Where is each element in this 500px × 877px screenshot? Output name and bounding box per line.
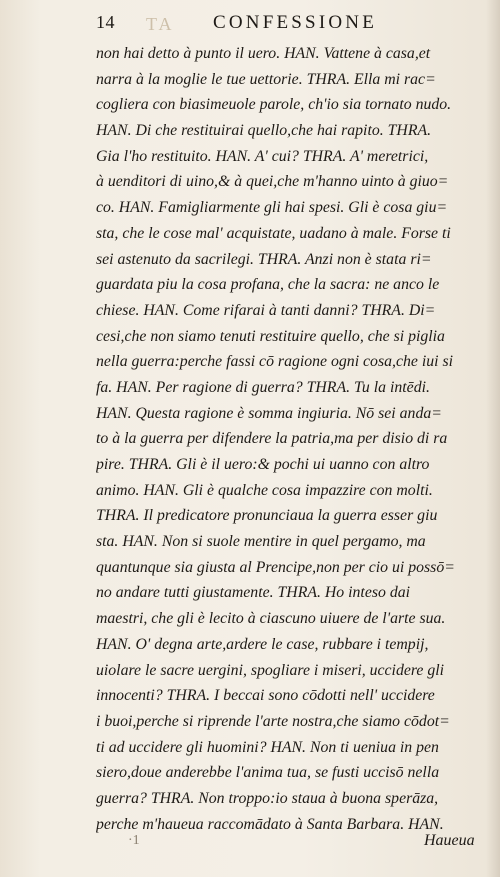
text-line: sta, che le cose mal' acquistate, uadano à male. Forse ti — [96, 224, 451, 242]
page-number: 14 — [96, 12, 115, 32]
text-line: cogliera con biasimeuole parole, ch'io sia tornato nudo. — [96, 96, 452, 114]
text-line: cesi,che non siamo tenuti restituire quello, che si piglia — [96, 327, 445, 345]
text-line: quantunque sia giusta al Prencipe,non per cio ui possō= — [96, 558, 455, 576]
text-line: guardata piu la cosa profana, che la sacra: ne anco le — [96, 276, 440, 294]
running-title: CONFESSIONE — [213, 12, 377, 33]
text-line: à uenditori di uino,& à quei,che m'hanno uinto à giuo= — [96, 173, 449, 191]
text-line: Gia l'ho restituito. HAN. A' cui? THRA. A' meretrici, — [96, 147, 429, 165]
text-line: maestri, che gli è lecito à ciascuno uiuere de l'arte sua. — [96, 610, 446, 628]
text-line: HAN. Questa ragione è somma ingiuria. Nō sei anda= — [96, 404, 442, 422]
text-line: narra à la moglie le tue uettorie. THRA. Ella mi rac= — [96, 70, 436, 88]
text-line: THRA. Il predicatore pronunciaua la guerra esser giu — [96, 507, 438, 525]
text-line: perche m'haueua raccomādato à Santa Barbara. HAN. — [96, 815, 444, 833]
text-line: to à la guerra per difendere la patria,ma per disio di ra — [96, 430, 448, 448]
text-line: HAN. Di che restituirai quello,che hai rapito. THRA. — [96, 122, 432, 140]
signature-mark: ·1 — [128, 833, 140, 848]
text-line: pire. THRA. Gli è il uero:& pochi ui uanno con altro — [96, 456, 430, 473]
body-text — [96, 41, 496, 837]
text-line: nella guerra:perche fassi cō ragione ogni cosa,che iui si — [96, 353, 453, 371]
text-line: chiese. HAN. Come rifarai à tanti danni? THRA. Di= — [96, 301, 436, 319]
text-line: HAN. O' degna arte,ardere le case, rubbare i tempij, — [96, 635, 429, 653]
text-line: siero,doue anderebbe l'anima tua, se fusti uccisō nella — [96, 764, 440, 782]
page-header — [96, 8, 496, 34]
text-line: no andare tutti giustamente. THRA. Ho inteso dai — [96, 584, 411, 602]
text-line: fa. HAN. Per ragione di guerra? THRA. Tu la intēdi. — [96, 378, 430, 396]
text-line: i buoi,perche si riprende l'arte nostra,che siamo cōdot= — [96, 712, 450, 730]
show-through-text: TA — [146, 14, 175, 34]
text-line: innocenti? THRA. I beccai sono cōdotti nell' uccidere — [96, 687, 435, 705]
text-line: uiolare le sacre uergini, spogliare i miseri, uccidere gli — [96, 661, 445, 679]
text-line: guerra? THRA. Non troppo:io staua à buona sperāza, — [96, 789, 439, 807]
text-line: animo. HAN. Gli è qualche cosa impazzire con molti. — [96, 481, 433, 499]
text-line: sta. HAN. Non si suole mentire in quel pergamo, ma — [96, 533, 426, 551]
text-line: non hai detto à punto il uero. HAN. Vattene à casa,et — [96, 45, 431, 62]
text-line: ti ad uccidere gli huomini? HAN. Non ti ueniua in pen — [96, 738, 439, 756]
catchword: Haueua — [424, 832, 475, 849]
text-line: co. HAN. Famigliarmente gli hai spesi. Gli è cosa giu= — [96, 199, 448, 217]
text-line: sei astenuto da sacrilegi. THRA. Anzi non è stata ri= — [96, 250, 432, 268]
